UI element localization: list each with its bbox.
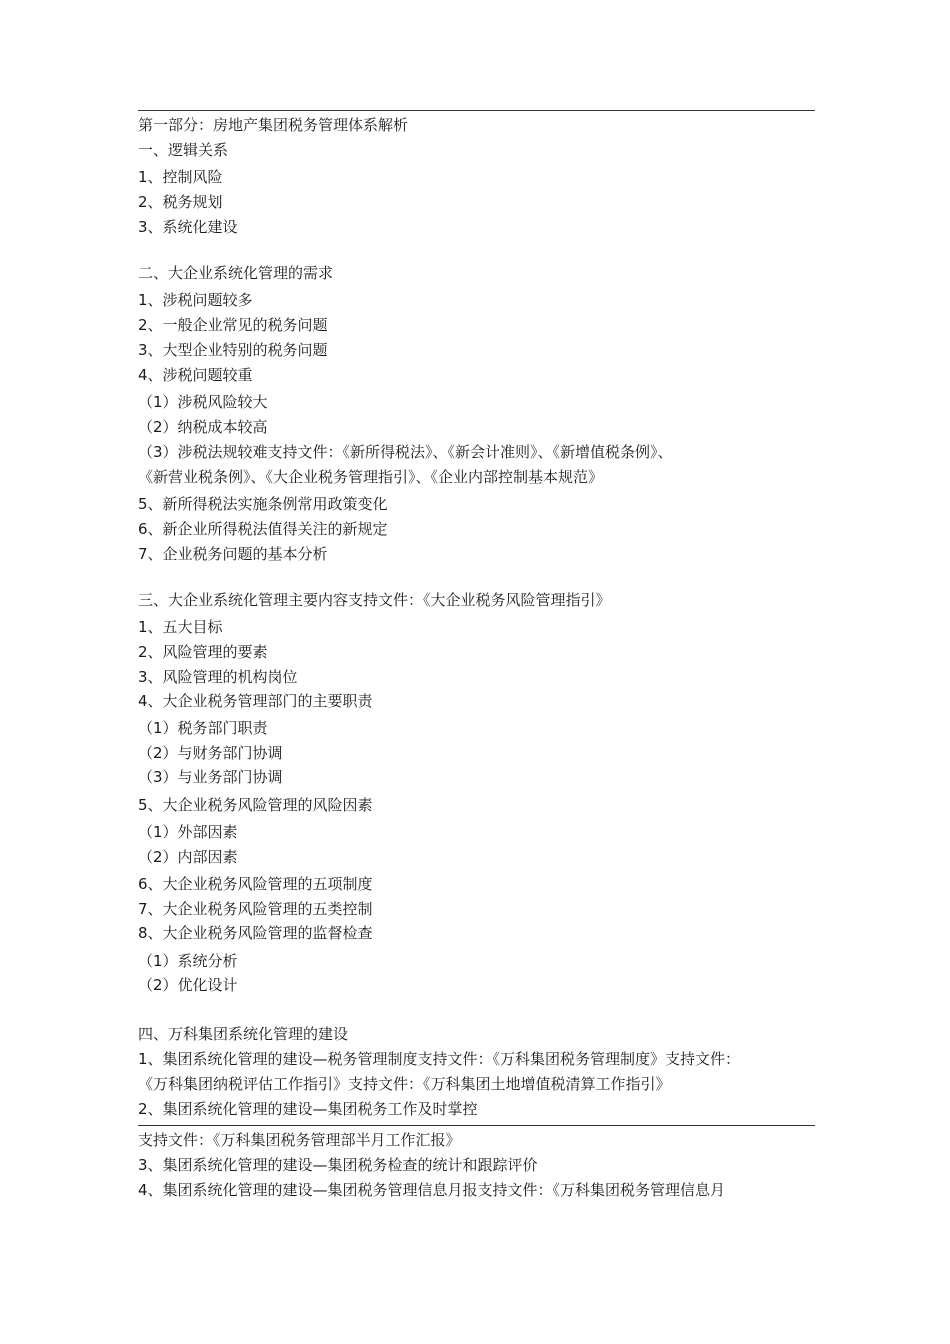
top-rule xyxy=(138,110,815,111)
list-item: 2、风险管理的要素 xyxy=(138,643,268,661)
list-item: 2、税务规划 xyxy=(138,193,223,211)
list-item: 2、集团系统化管理的建设—集团税务工作及时掌控 xyxy=(138,1100,478,1118)
sub-item-continuation: 《新营业税条例》、《大企业税务管理指引》、《企业内部控制基本规范》 xyxy=(138,468,604,486)
list-item: 4、涉税问题较重 xyxy=(138,366,253,384)
list-item: 1、集团系统化管理的建设—税务管理制度支持文件：《万科集团税务管理制度》支持文件： xyxy=(138,1050,741,1068)
sub-item: （1）外部因素 xyxy=(138,823,238,841)
sub-item: （1）系统分析 xyxy=(138,952,238,970)
sub-item: （1）税务部门职责 xyxy=(138,719,268,737)
list-item: 1、涉税问题较多 xyxy=(138,291,253,309)
section-heading: 三、大企业系统化管理主要内容支持文件：《大企业税务风险管理指引》 xyxy=(138,591,611,609)
list-item: 5、新所得税法实施条例常用政策变化 xyxy=(138,495,388,513)
list-item: 6、新企业所得税法值得关注的新规定 xyxy=(138,520,388,538)
section-heading: 四、万科集团系统化管理的建设 xyxy=(138,1025,349,1043)
support-file-line: 支持文件：《万科集团税务管理部半月工作汇报》 xyxy=(138,1131,461,1149)
list-item: 1、五大目标 xyxy=(138,618,223,636)
list-item: 7、大企业税务风险管理的五类控制 xyxy=(138,900,373,918)
list-item: 3、风险管理的机构岗位 xyxy=(138,668,298,686)
list-item: 5、大企业税务风险管理的风险因素 xyxy=(138,796,373,814)
middle-rule xyxy=(138,1125,815,1126)
list-item: 7、企业税务问题的基本分析 xyxy=(138,545,328,563)
list-item: 1、控制风险 xyxy=(138,168,223,186)
section-heading: 二、大企业系统化管理的需求 xyxy=(138,264,334,282)
list-item-continuation: 《万科集团纳税评估工作指引》支持文件：《万科集团土地增值税清算工作指引》 xyxy=(138,1075,671,1093)
sub-item: （2）与财务部门协调 xyxy=(138,744,283,762)
list-item: 2、一般企业常见的税务问题 xyxy=(138,316,328,334)
list-item: 3、集团系统化管理的建设—集团税务检查的统计和跟踪评价 xyxy=(138,1156,538,1174)
sub-item: （2）优化设计 xyxy=(138,976,238,994)
sub-item: （3）与业务部门协调 xyxy=(138,768,283,786)
list-item: 3、系统化建设 xyxy=(138,218,238,236)
list-item: 4、大企业税务管理部门的主要职责 xyxy=(138,692,373,710)
part-title: 第一部分：房地产集团税务管理体系解析 xyxy=(138,116,409,134)
list-item: 6、大企业税务风险管理的五项制度 xyxy=(138,875,373,893)
list-item: 4、集团系统化管理的建设—集团税务管理信息月报支持文件：《万科集团税务管理信息月 xyxy=(138,1181,726,1199)
list-item: 8、大企业税务风险管理的监督检查 xyxy=(138,924,373,942)
sub-item: （3）涉税法规较难支持文件：《新所得税法》、《新会计准则》、《新增值税条例》、 xyxy=(138,443,673,461)
sub-item: （2）纳税成本较高 xyxy=(138,418,268,436)
list-item: 3、大型企业特别的税务问题 xyxy=(138,341,328,359)
section-heading: 一、逻辑关系 xyxy=(138,141,229,159)
sub-item: （2）内部因素 xyxy=(138,848,238,866)
sub-item: （1）涉税风险较大 xyxy=(138,393,268,411)
